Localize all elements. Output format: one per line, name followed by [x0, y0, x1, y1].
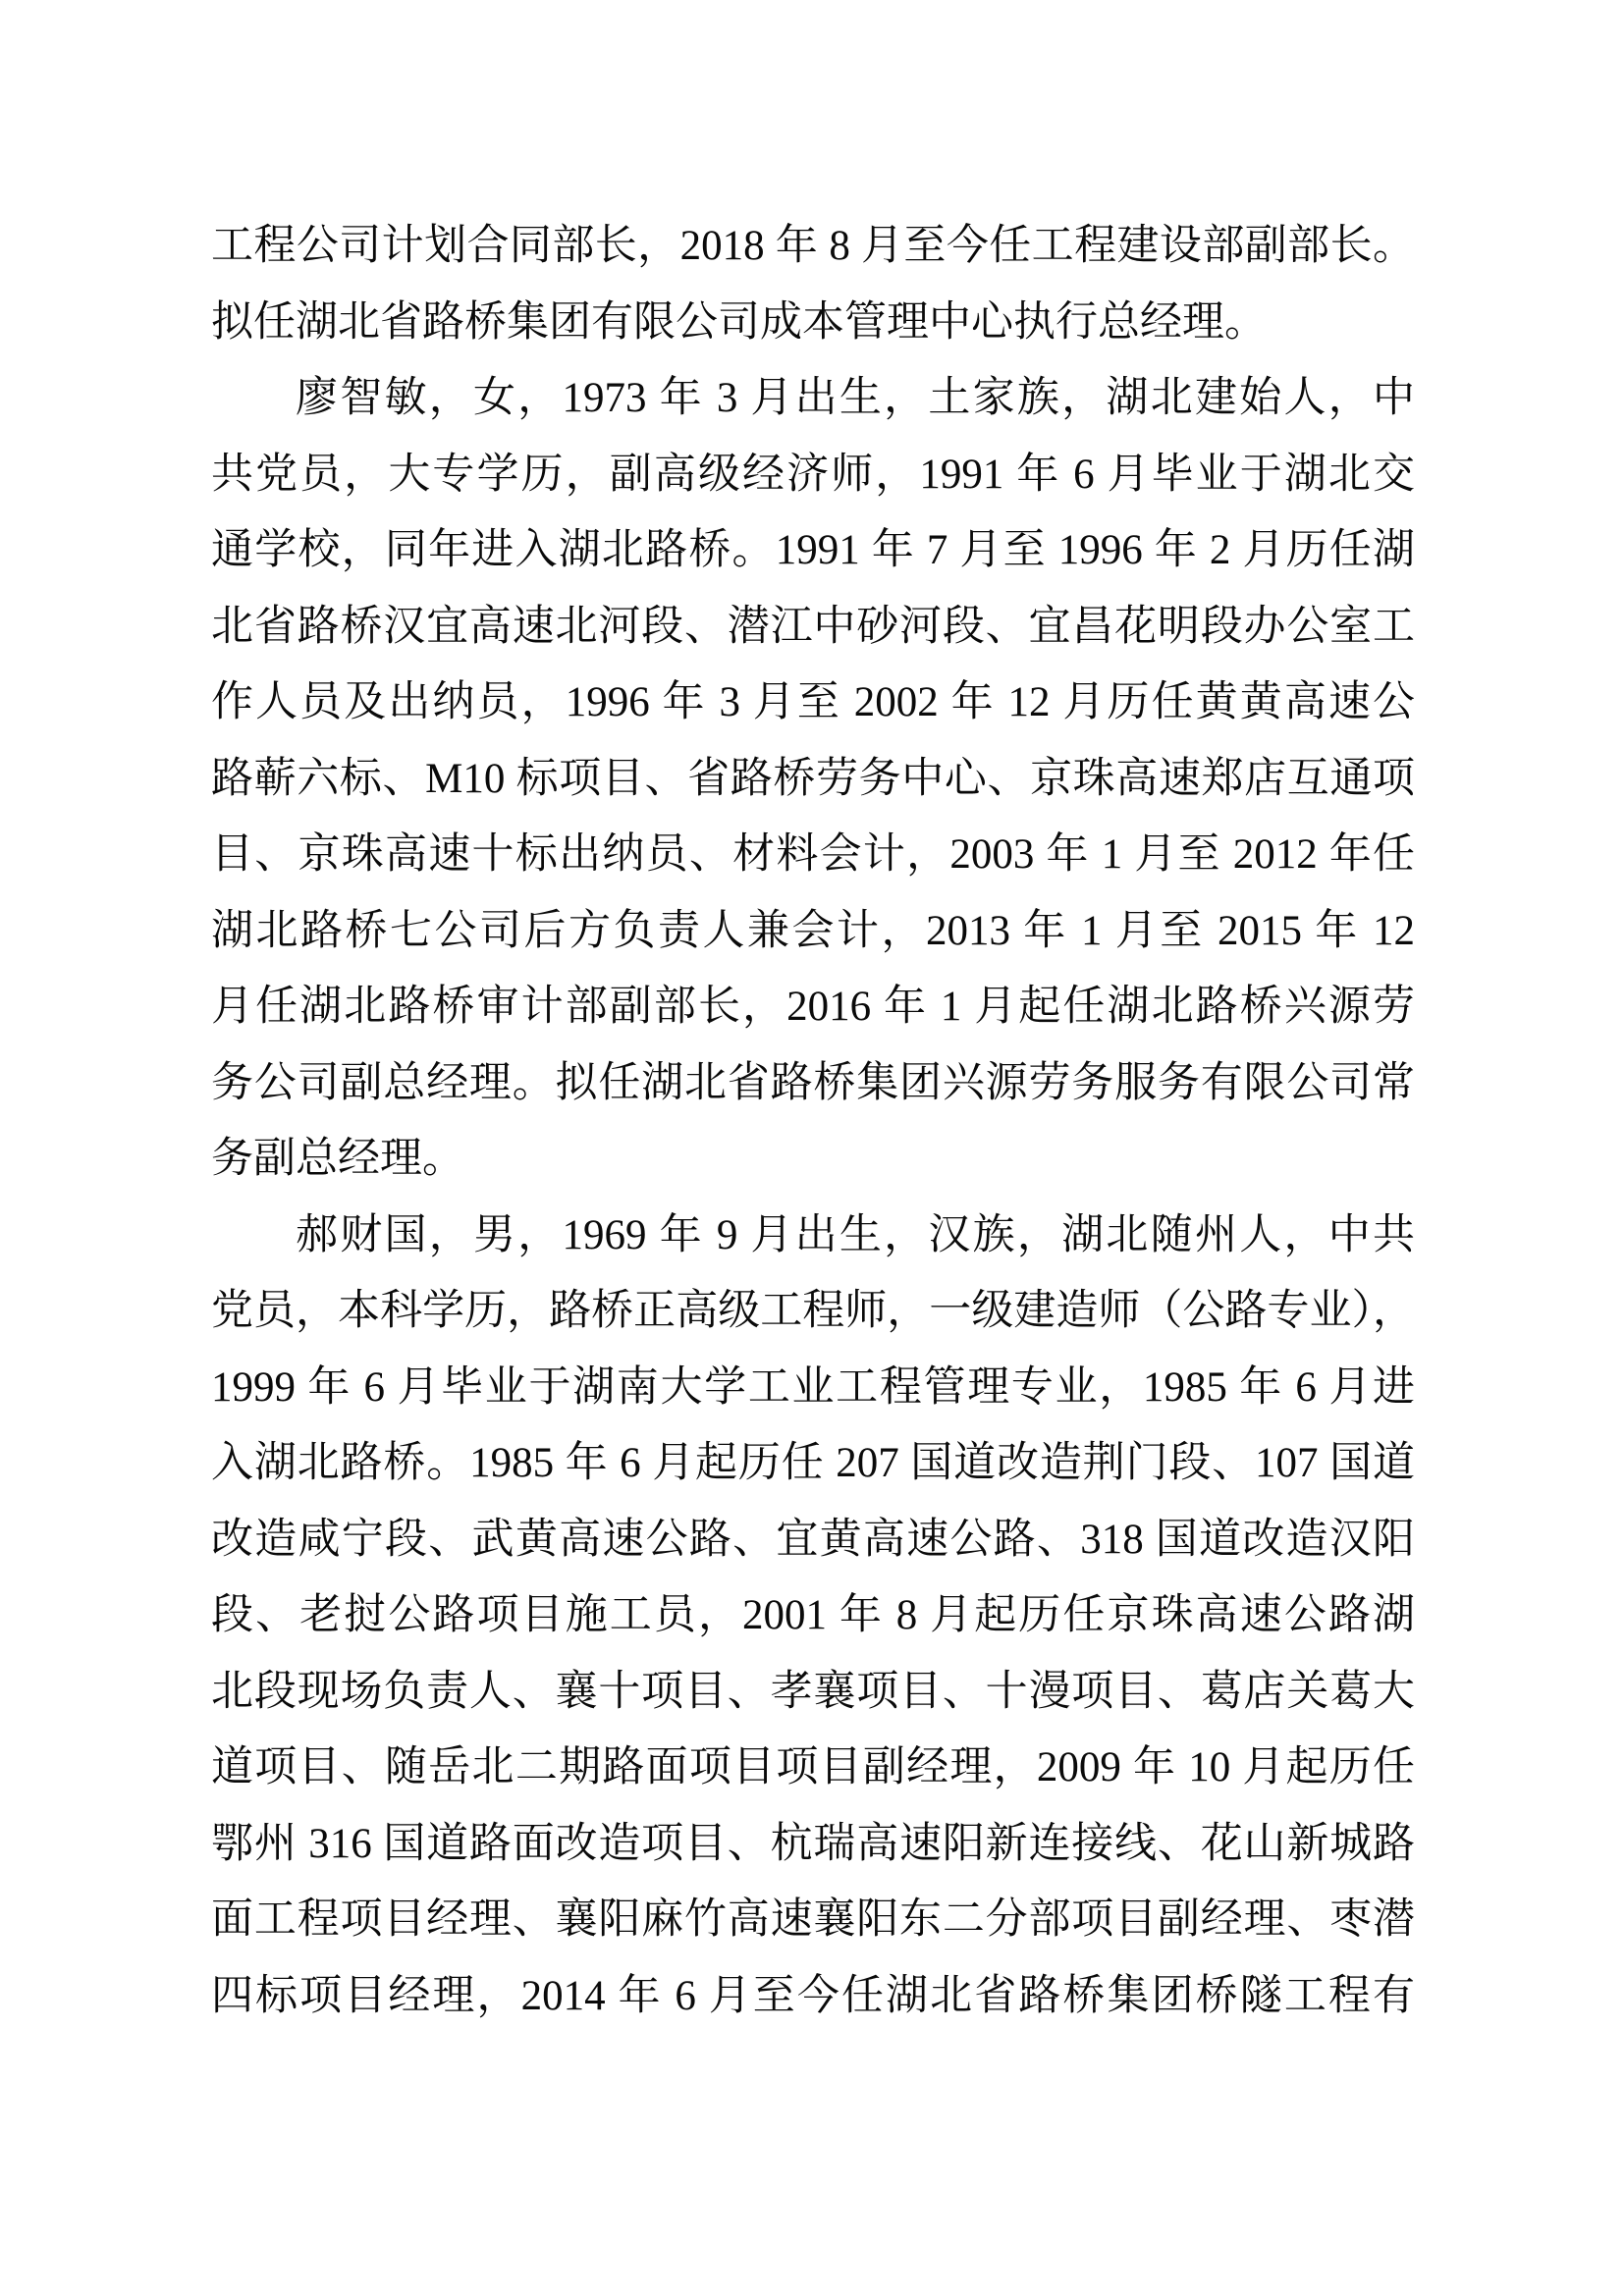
text-line: 廖智敏，女，1973 年 3 月出生，土家族，湖北建始人，中: [296, 375, 1415, 421]
text-line: 改造咸宁段、武黄高速公路、宜黄高速公路、318 国道改造汉阳: [211, 1516, 1415, 1563]
paragraph-1: [211, 208, 1415, 360]
text-line: 拟任湖北省路桥集团有限公司成本管理中心执行总经理。: [211, 298, 1267, 346]
text-line: 入湖北路桥。1985 年 6 月起历任 207 国道改造荆门段、107 国道: [211, 1440, 1415, 1486]
paragraph-3: [211, 1198, 1415, 2035]
text-line: 务副总经理。: [211, 1136, 464, 1182]
text-line: 路蕲六标、M10 标项目、省路桥劳务中心、京珠高速郑店互通项: [211, 755, 1415, 802]
text-line: 作人员及出纳员，1996 年 3 月至 2002 年 12 月历任黄黄高速公: [211, 679, 1415, 725]
text-line: 共党员，大专学历，副高级经济师，1991 年 6 月毕业于湖北交: [211, 451, 1415, 498]
text-line: 党员，本科学历，路桥正高级工程师，一级建造师（公路专业），: [211, 1288, 1415, 1334]
text-line: 工程公司计划合同部长，2018 年 8 月至今任工程建设部副部长。: [211, 223, 1415, 269]
text-column: [211, 208, 1415, 2034]
text-line: 鄂州 316 国道路面改造项目、杭瑞高速阳新连接线、花山新城路: [211, 1820, 1415, 1867]
paragraph-2: [211, 360, 1415, 1198]
text-line: 月任湖北路桥审计部副部长，2016 年 1 月起任湖北路桥兴源劳: [211, 984, 1415, 1030]
text-line: 务公司副总经理。拟任湖北省路桥集团兴源劳务服务有限公司常: [211, 1059, 1415, 1106]
text-line: 1999 年 6 月毕业于湖南大学工业工程管理专业，1985 年 6 月进: [211, 1363, 1415, 1411]
text-line: 北省路桥汉宜高速北河段、潜江中砂河段、宜昌花明段办公室工: [211, 603, 1415, 650]
text-line: 道项目、随岳北二期路面项目项目副经理，2009 年 10 月起历任: [211, 1744, 1415, 1790]
text-line: 四标项目经理，2014 年 6 月至今任湖北省路桥集团桥隧工程有: [211, 1972, 1415, 2019]
text-line: 湖北路桥七公司后方负责人兼会计，2013 年 1 月至 2015 年 12: [211, 907, 1415, 954]
text-line: 面工程项目经理、襄阳麻竹高速襄阳东二分部项目副经理、枣潜: [211, 1896, 1415, 1943]
text-line: 郝财国，男，1969 年 9 月出生，汉族，湖北随州人，中共: [296, 1211, 1415, 1258]
text-line: 通学校，同年进入湖北路桥。1991 年 7 月至 1996 年 2 月历任湖: [211, 527, 1415, 573]
text-line: 北段现场负责人、襄十项目、孝襄项目、十漫项目、葛店关葛大: [211, 1668, 1415, 1715]
text-line: 目、京珠高速十标出纳员、材料会计，2003 年 1 月至 2012 年任: [211, 831, 1415, 878]
text-line: 段、老挝公路项目施工员，2001 年 8 月起历任京珠高速公路湖: [211, 1592, 1415, 1638]
